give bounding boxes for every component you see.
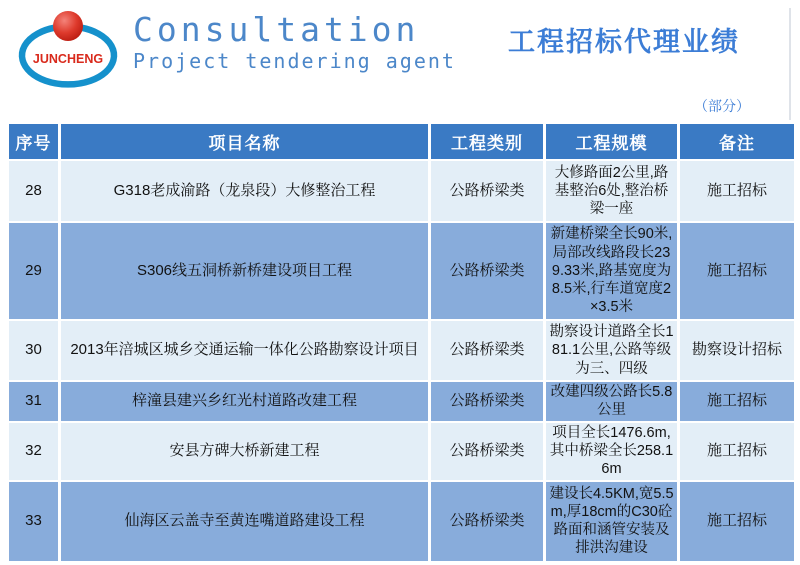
logo-graphic (12, 5, 124, 93)
page-title: 工程招标代理业绩 (508, 27, 740, 57)
row-no: 29 (9, 223, 58, 319)
column-header-name: 项目名称 (61, 124, 428, 159)
juncheng-logo (12, 5, 124, 93)
table-row (9, 223, 794, 319)
subtitle-en: Project tendering agent (133, 49, 456, 74)
column-header-no: 序号 (9, 124, 58, 159)
column-header-remark: 备注 (680, 124, 794, 159)
project-name: G318老成渝路（龙泉段）大修整治工程 (61, 161, 428, 221)
project-remark: 施工招标 (680, 161, 794, 221)
project-category: 公路桥梁类 (431, 321, 543, 380)
project-scale: 改建四级公路长5.8公里 (546, 382, 677, 421)
table-row (9, 423, 794, 480)
project-name: 梓潼县建兴乡红光村道路改建工程 (61, 382, 428, 421)
project-scale: 大修路面2公里,路基整治6处,整治桥梁一座 (546, 161, 677, 221)
column-header-scale: 工程规模 (546, 124, 677, 159)
row-no: 33 (9, 482, 58, 561)
tender-performance-table (6, 122, 797, 563)
project-scale: 项目全长1476.6m,其中桥梁全长258.16m (546, 423, 677, 480)
column-header-category: 工程类别 (431, 124, 543, 159)
table-header-row (9, 124, 794, 159)
row-no: 28 (9, 161, 58, 221)
project-category: 公路桥梁类 (431, 223, 543, 319)
project-scale: 新建桥梁全长90米,局部改线路段长239.33米,路基宽度为8.5米,行车道宽度2×3.5米 (546, 223, 677, 319)
project-name: 2013年涪城区城乡交通运输一体化公路勘察设计项目 (61, 321, 428, 380)
table-row (9, 382, 794, 421)
row-no: 30 (9, 321, 58, 380)
project-scale: 勘察设计道路全长181.1公里,公路等级为三、四级 (546, 321, 677, 380)
banner-titles (133, 12, 456, 73)
row-no: 31 (9, 382, 58, 421)
table-body (9, 161, 794, 561)
logo-text: JUNCHENG (32, 52, 104, 66)
table-row (9, 321, 794, 380)
row-no: 32 (9, 423, 58, 480)
partial-note: （部分） (694, 98, 750, 114)
project-remark: 施工招标 (680, 482, 794, 561)
project-remark: 施工招标 (680, 423, 794, 480)
title-en: Consultation (133, 10, 420, 49)
table-row (9, 161, 794, 221)
project-name: S306线五洞桥新桥建设项目工程 (61, 223, 428, 319)
project-category: 公路桥梁类 (431, 423, 543, 480)
project-category: 公路桥梁类 (431, 382, 543, 421)
logo-ball-icon (53, 11, 83, 41)
project-remark: 勘察设计招标 (680, 321, 794, 380)
project-category: 公路桥梁类 (431, 161, 543, 221)
project-name: 仙海区云盖寺至黄连嘴道路建设工程 (61, 482, 428, 561)
project-scale: 建设长4.5KM,宽5.5m,厚18cm的C30砼路面和涵管安装及排洪沟建设 (546, 482, 677, 561)
page-edge-divider (789, 8, 791, 120)
project-name: 安县方碑大桥新建工程 (61, 423, 428, 480)
project-category: 公路桥梁类 (431, 482, 543, 561)
project-remark: 施工招标 (680, 223, 794, 319)
project-remark: 施工招标 (680, 382, 794, 421)
table-row (9, 482, 794, 561)
